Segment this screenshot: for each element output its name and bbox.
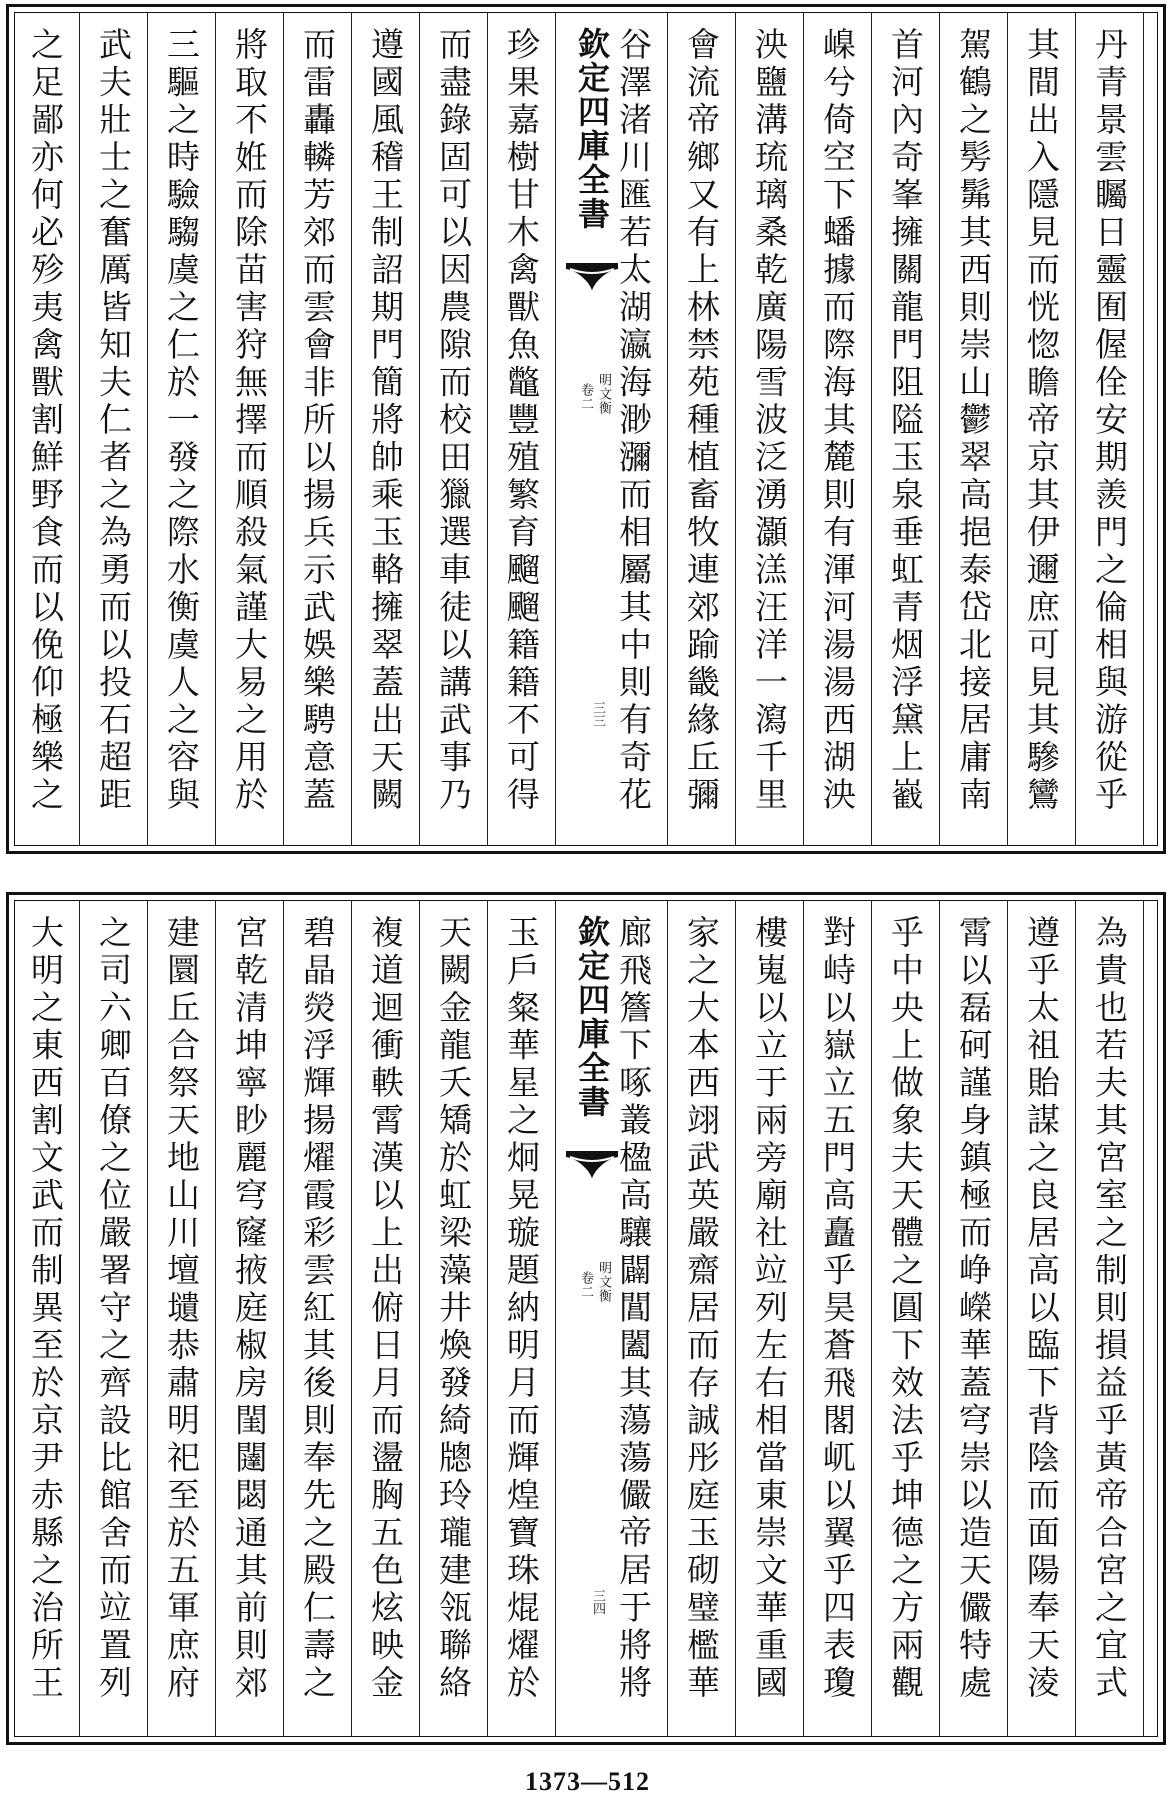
- column-text: 首河內奇峯擁關龍門阻隘玉泉垂虹青烟浮黛上巀: [886, 27, 925, 815]
- folio-number: 三四: [590, 1589, 605, 1615]
- top-page-frame: [6, 4, 1166, 854]
- column-text: 碧晶熒浮輝揚燿霞彩雲紅其後則奉先之殿仁壽之: [298, 915, 337, 1703]
- column-text: 谷澤渚川匯若太湖瀛海渺瀰而相屬其中則有奇花: [614, 27, 653, 815]
- column-text: 對峙以嶽立五門高矗乎昊蒼飛閣屼以翼乎四表瓊: [818, 915, 857, 1703]
- book-title: 欽定四庫全書: [573, 915, 611, 1119]
- text-column: [22, 915, 68, 1730]
- column-text: 而盡錄固可以因農隙而校田獵選車徒以講武事乃: [434, 27, 473, 815]
- text-column: [882, 27, 928, 839]
- center-margin-column: [562, 901, 628, 1736]
- column-text: 珍果嘉樹甘木禽獸魚鼈豐殖繁育飀飀籍籍不可得: [502, 27, 541, 815]
- text-column: [1086, 915, 1132, 1730]
- text-column: [1018, 915, 1064, 1730]
- text-column: [226, 27, 272, 839]
- folio-number: 三三: [590, 701, 605, 727]
- text-column: [90, 27, 136, 839]
- text-column: [430, 27, 476, 839]
- column-text: 天闕金龍夭矯於虹梁藻井煥發綺牕玲瓏建瓴聯絡: [434, 915, 473, 1703]
- text-column: [814, 27, 860, 839]
- column-text: 而雷轟轔芳郊而雲會非所以揚兵示武娛樂騁意蓋: [298, 27, 337, 815]
- text-column: [814, 915, 860, 1730]
- text-column: [1018, 27, 1064, 839]
- column-text: 樓嵬以立于兩旁廟社竝列左右相當東崇文華重國: [750, 915, 789, 1703]
- text-column: [882, 915, 928, 1730]
- text-column: [226, 915, 272, 1730]
- text-column: [430, 915, 476, 1730]
- column-text: 複道迴衝軼霄漢以上出俯日月而盪胸五色炫映金: [366, 915, 405, 1703]
- bottom-page-frame: [6, 892, 1166, 1745]
- fishtail-ornament-icon: [566, 1151, 618, 1179]
- column-text: 泱鹽溝琉璃桑乾廣陽雪波泛湧灝溔汪洋一瀉千里: [750, 27, 789, 815]
- column-text: 大明之東西割文武而制異至於京尹赤縣之治所王: [26, 915, 65, 1703]
- top-page-inner-border: [14, 12, 1158, 846]
- column-text: 遵國風稽王制詔期門簡將帥乘玉輅擁翠蓋出天闕: [366, 27, 405, 815]
- column-text: 宮乾清坤寧眇麗穹窿掖庭椒房閨闥閟通其前則郊: [230, 915, 269, 1703]
- column-text: 駕鶴之髣髴其西則崇山鬱翠高挹泰岱北接居庸南: [954, 27, 993, 815]
- book-title: 欽定四庫全書: [573, 27, 611, 231]
- text-column: [950, 27, 996, 839]
- column-text: 乎中央上做象夫天體之圓下效法乎坤德之方兩觀: [886, 915, 925, 1703]
- column-text: 遵乎太祖貽謀之良居高以臨下背陰而面陽奉天淩: [1022, 915, 1061, 1703]
- column-text: 之足鄙亦何必殄夷禽獸割鮮野食而以俛仰極樂之: [26, 27, 65, 815]
- column-text: 武夫壯士之奮厲皆知夫仁者之為勇而以投石超距: [94, 27, 133, 815]
- text-column: [22, 27, 68, 839]
- text-column: [498, 915, 544, 1730]
- text-column: [294, 27, 340, 839]
- column-text: 建圜丘合祭天地山川壇壝恭肅明祀至於五軍庶府: [162, 915, 201, 1703]
- column-text: 廊飛簷下啄叢楹高驤闢閶闔其蕩蕩儼帝居于將將: [614, 915, 653, 1703]
- text-column: [158, 27, 204, 839]
- text-column: [746, 27, 792, 839]
- column-text: 會流帝鄉又有上林禁苑種植畜牧連郊踰畿緣丘彌: [682, 27, 721, 815]
- column-text: 嵲兮倚空下蟠據而際海其麓則有渾河湯湯西湖泱: [818, 27, 857, 815]
- text-column: [362, 27, 408, 839]
- catalog-number: 1373—512: [525, 1767, 650, 1796]
- column-text: 玉戶粲華星之炯晃璇題納明月而輝煌寶珠焜燿於: [502, 915, 541, 1703]
- text-column: [90, 915, 136, 1730]
- text-column: [950, 915, 996, 1730]
- column-text: 丹青景雲矚日靈囿偓佺安期羨門之倫相與游從乎: [1090, 27, 1129, 815]
- column-text: 其間出入隱見而恍惚瞻帝京其伊邇庶可見其驂鸞: [1022, 27, 1061, 815]
- column-text: 霄以磊砢謹身鎮極而峥嶸華蓋穹崇以造天儼特處: [954, 915, 993, 1703]
- text-column: [678, 915, 724, 1730]
- volume-label: 卷二: [578, 1271, 593, 1299]
- column-text: 家之大本西翊武英嚴齋居而存誠彤庭玉砌璧檻華: [682, 915, 721, 1703]
- fishtail-ornament-icon: [566, 263, 618, 291]
- column-text: 三驅之時驗騶虞之仁於一發之際水衡虞人之容與: [162, 27, 201, 815]
- column-text: 為貴也若夫其宮室之制則損益乎黃帝合宮之宜式: [1090, 915, 1129, 1703]
- text-column: [498, 27, 544, 839]
- work-title: 明文衡: [596, 1261, 611, 1303]
- column-text: 將取不姙而除苗害狩無擇而順殺氣謹大易之用於: [230, 27, 269, 815]
- volume-label: 卷二: [578, 383, 593, 411]
- column-text: 之司六卿百僚之位嚴署守之齊設比館舍而竝置列: [94, 915, 133, 1703]
- text-column: [1086, 27, 1132, 839]
- text-column: [678, 27, 724, 839]
- text-column: [158, 915, 204, 1730]
- text-column: [362, 915, 408, 1730]
- work-title: 明文衡: [596, 373, 611, 415]
- center-margin-column: [562, 13, 628, 845]
- text-column: [746, 915, 792, 1730]
- bottom-page-inner-border: [14, 900, 1158, 1737]
- text-column: [294, 915, 340, 1730]
